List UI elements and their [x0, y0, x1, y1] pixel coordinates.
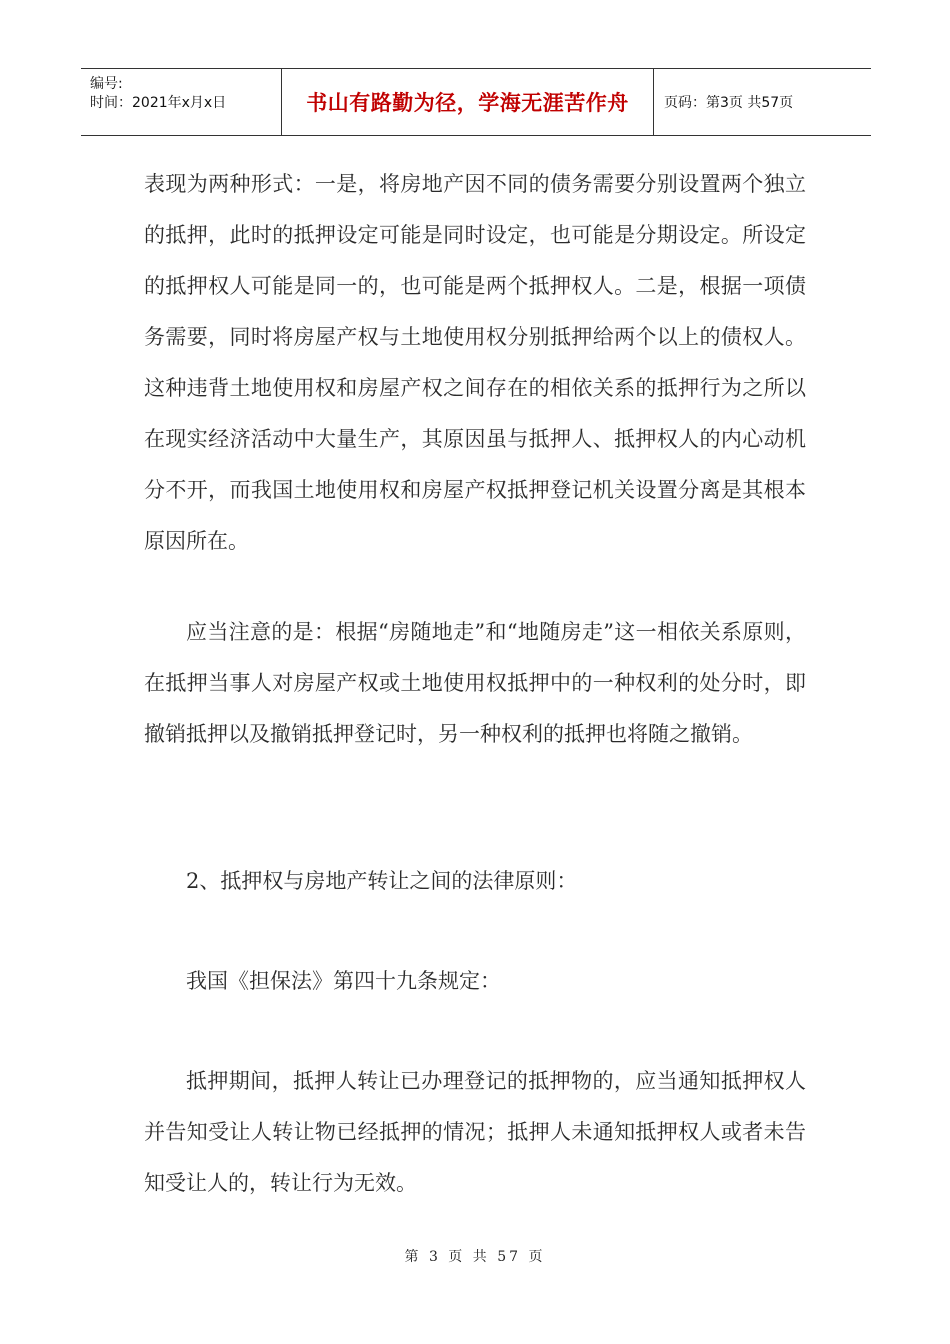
page-header: [81, 68, 871, 136]
body-paragraph-1: [144, 159, 806, 567]
section-heading: [144, 856, 806, 907]
body-paragraph-4: [144, 956, 806, 1007]
document-date-label: 时间：2021年x月x日: [90, 95, 227, 111]
paragraph-text: 2、抵押权与房地产转让之间的法律原则：: [186, 869, 578, 893]
paragraph-text: 表现为两种形式：一是，将房地产因不同的债务需要分别设置两个独立的抵押，此时的抵押设定可能是同时设定，也可能是分期设定。所设定的抵押权人可能是同一的，也可能是两个抵押权人。二是，根据一项债务需要，同时将房屋产权与土地使用权分别抵押给两个以上的债权人。这种违背土地使用权和房屋产权之间存在的相依关系的抵押行为之所以在现实经济活动中大量生产，其原因虽与抵押人、抵押权人的内心动机分不开，而我国土地使用权和房屋产权抵押登记机关设置分离是其根本原因所在。: [144, 172, 806, 553]
header-motto-cell: [281, 69, 654, 135]
header-page-number: 页码：第3页 共57页: [664, 95, 794, 111]
paragraph-text: 应当注意的是：根据“房随地走”和“地随房走”这一相依关系原则，在抵押当事人对房屋产权或土地使用权抵押中的一种权利的处分时，即撤销抵押以及撤销抵押登记时，另一种权利的抵押也将随之撤销。: [144, 620, 806, 746]
header-meta-cell: [81, 69, 281, 135]
document-code-label: 编号:: [90, 76, 123, 92]
body-paragraph-2: [144, 607, 806, 760]
paragraph-text: 抵押期间，抵押人转让已办理登记的抵押物的，应当通知抵押权人并告知受让人转让物已经抵押的情况；抵押人未通知抵押权人或者未告知受让人的，转让行为无效。: [144, 1069, 806, 1195]
paragraph-text: 我国《担保法》第四十九条规定：: [186, 969, 501, 993]
header-motto: 书山有路勤为径，学海无涯苦作舟: [306, 91, 629, 115]
page-footer: [0, 1246, 950, 1266]
footer-page-number: 第 3 页 共 57 页: [404, 1249, 546, 1265]
body-paragraph-5: [144, 1056, 806, 1209]
header-page-cell: [654, 69, 871, 135]
